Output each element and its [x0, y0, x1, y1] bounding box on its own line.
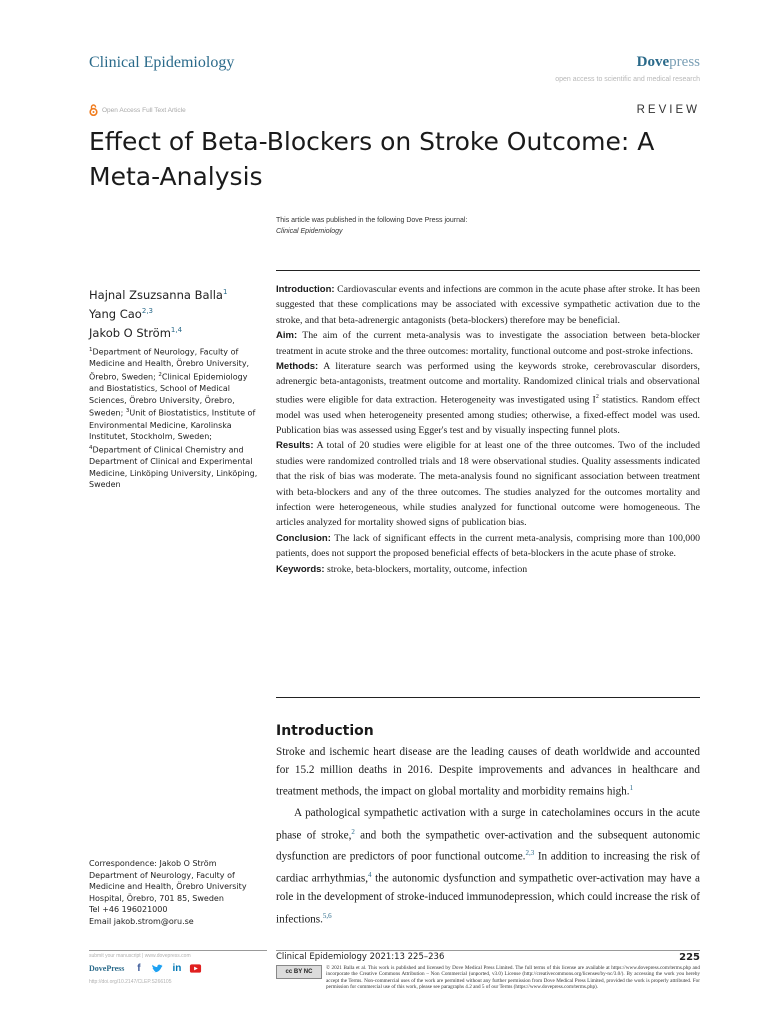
- author-name: Yang Cao: [89, 306, 142, 321]
- abstract-keywords-text: stroke, beta-blockers, mortality, outcome, infection: [324, 563, 528, 575]
- open-access-row: [89, 104, 186, 116]
- correspondence-line: Department of Neurology, Faculty of: [89, 870, 235, 880]
- twitter-icon[interactable]: [151, 962, 164, 975]
- introduction-text: the autonomic dysfunction and sympathetic over-activation may have a role in the development of stroke-induced immunodepression, which could increase the risk of infections.: [276, 873, 700, 926]
- creative-commons-icon[interactable]: [276, 965, 322, 979]
- abstract-methods-text: A literature search was performed using the keywords stroke, cerebrovascular disorders, adrenergic beta-antagonists, treatment outcome and mortality. Randomized clinical trials and observational studies were eligible for data extraction. Heterogeneity was investigated using I: [276, 361, 700, 406]
- publication-note: [276, 215, 467, 237]
- affiliation-number: 3: [125, 408, 130, 415]
- cc-badge-label: cc BY NC: [285, 969, 313, 975]
- affiliation-number: 2: [158, 371, 162, 378]
- page-number: 225: [679, 952, 700, 963]
- publication-note-journal[interactable]: Clinical Epidemiology: [276, 228, 343, 235]
- publisher-logo[interactable]: [637, 54, 700, 71]
- publisher-bold: Dove: [636, 54, 670, 70]
- correspondence-line: Correspondence: Jakob O Ström: [89, 859, 217, 868]
- affiliation-text: Department of Clinical Chemistry and Department of Clinical and Experimental Medicine, Linköping University, Linköping, Sweden: [89, 445, 258, 490]
- open-access-lock-icon: [89, 104, 98, 116]
- article-title: [89, 124, 709, 194]
- journal-name[interactable]: Clinical Epidemiology: [89, 54, 235, 71]
- abstract-results-label: Results:: [276, 440, 314, 452]
- correspondence-line: Tel +46 196021000: [89, 905, 168, 915]
- abstract-aim-label: Aim:: [276, 330, 298, 342]
- footer-brand[interactable]: DovePress: [89, 964, 125, 973]
- affiliation-number: 1: [89, 347, 93, 353]
- doi-link[interactable]: http://doi.org/10.2147/CLEP.S266105: [89, 979, 172, 985]
- abstract-keywords-label: Keywords:: [276, 563, 325, 575]
- abstract: [276, 282, 700, 577]
- author[interactable]: [89, 322, 227, 341]
- social-links: [132, 962, 202, 975]
- author-affiliation-ref: 1: [222, 288, 228, 296]
- citation-ref[interactable]: 5,6: [322, 911, 332, 920]
- submit-manuscript-link[interactable]: submit your manuscript | www.dovepress.com: [89, 953, 191, 959]
- author-name: Jakob O Ström: [89, 325, 171, 340]
- abstract-aim: [276, 328, 700, 359]
- author[interactable]: [89, 303, 227, 322]
- footer-citation: Clinical Epidemiology 2021:13 225–236: [276, 952, 445, 962]
- abstract-methods-text-cont: statistics. Random effect model was used when heterogeneity presented among studies; otherwise, a fixed-effect model was used. Publication bias was assessed using Egger's test and by visually inspecting funnel plots.: [276, 394, 700, 436]
- affiliations: [89, 345, 265, 491]
- introduction-text: A pathological sympathetic activation with a surge in catecholamines occurs in the acute phase of stroke,: [276, 807, 700, 842]
- article-type: REVIEW: [636, 104, 700, 116]
- title-line-1: Effect of Beta-Blockers on Stroke Outcome: A: [89, 127, 655, 156]
- publisher-tagline: open access to scientific and medical research: [555, 76, 700, 83]
- license-text: © 2021 Balla et al. This work is published and licensed by Dove Medical Press Limited. The full terms of this license are available at https://www.dovepress.com/terms.php and incorporate the Creative Commons Attribution – Non Commercial (unported, v3.0) License (http://creativecommons.org/licenses/by-nc/3.0/). By accessing the work you hereby accept the Terms. Non-commercial uses of the work are permitted without any further permission from Dove Medical Press Limited, provided the work is properly attributed. For permission for commercial use of this work, please see paragraphs 4.2 and 5 of our Terms (https://www.dovepress.com/terms.php).: [326, 965, 700, 991]
- correspondence-email[interactable]: Email jakob.strom@oru.se: [89, 916, 194, 926]
- abstract-results-text: A total of 20 studies were eligible for at least one of the three outcomes. Two of the included studies were randomized controlled trials and 18 were observational studies. Quality assessments indicated that the risk of bias was moderate. The meta-analysis found no significant association between treatment with beta-blockers and any of the three outcomes. The studies analyzed for the outcomes mortality and infection were heterogeneous, while studies analyzed for functional outcome were homogeneous. The articles analyzed for mortality showed signs of publication bias.: [276, 440, 700, 529]
- abstract-methods-label: Methods:: [276, 361, 319, 373]
- author-affiliation-ref: 1,4: [170, 325, 183, 334]
- affiliation-text: Department of Neurology, Faculty of Medicine and Health, Örebro University, Örebro, Sweden;: [89, 347, 250, 382]
- citation-ref[interactable]: 1: [629, 784, 634, 793]
- abstract-results: [276, 438, 700, 530]
- publisher-light: press: [669, 54, 700, 70]
- author-affiliation-ref: 2,3: [141, 306, 153, 315]
- license-block: [276, 965, 700, 991]
- abstract-top-rule: [276, 270, 700, 271]
- affiliation-number: 4: [89, 444, 93, 451]
- abstract-aim-text: The aim of the current meta-analysis was to investigate the association between beta-blocker treatment in acute stroke and the three outcomes: mortality, functional outcome and post-stroke infections.: [276, 330, 700, 357]
- publication-note-line: This article was published in the following Dove Press journal:: [276, 217, 468, 224]
- linkedin-icon[interactable]: in: [172, 963, 182, 974]
- author-list: [89, 284, 227, 340]
- youtube-icon[interactable]: [189, 962, 202, 975]
- citation-ref[interactable]: 4: [368, 871, 372, 880]
- footer-rule-right: [276, 950, 700, 951]
- section-heading-introduction: Introduction: [276, 723, 374, 739]
- introduction-paragraph: [276, 804, 700, 928]
- introduction-body: [276, 743, 700, 929]
- abstract-methods-sup: 2: [595, 393, 599, 400]
- facebook-icon[interactable]: f: [137, 963, 141, 974]
- affiliation-text: Clinical Epidemiology and Biostatistics, School of Medical Sciences, Örebro University, Örebro, Sweden;: [89, 372, 248, 418]
- introduction-text: Stroke and ischemic heart disease are the leading causes of death worldwide and accounted for 15.2 million deaths in 2016. Despite improvements and advances in healthcare and treatment methods, the impact on global mortality and morbidity remains high.: [276, 746, 700, 799]
- correspondence-line: Hospital, Örebro, 701 85, Sweden: [89, 893, 224, 903]
- abstract-conclusion: [276, 531, 700, 562]
- introduction-text: and both the sympathetic over-activation and the subsequent autonomic dysfunction are predictors of poor functional outcome.: [276, 829, 700, 864]
- abstract-introduction: [276, 282, 700, 328]
- abstract-introduction-text: Cardiovascular events and infections are common in the acute phase after stroke. It has been suggested that these complications may be associated with excessive sympathetic activation due to the stroke, and that beta-adrenergic antagonists (beta-blockers) therefore may be beneficial.: [276, 284, 700, 326]
- abstract-keywords: [276, 562, 700, 577]
- introduction-text: In addition to increasing the risk of cardiac arrhythmias,: [276, 851, 700, 886]
- author[interactable]: [89, 284, 227, 303]
- title-line-2: Meta-Analysis: [89, 162, 263, 191]
- abstract-introduction-label: Introduction:: [276, 284, 335, 295]
- citation-ref[interactable]: 2: [351, 827, 355, 836]
- abstract-conclusion-label: Conclusion:: [276, 532, 331, 544]
- citation-ref[interactable]: 2,3: [525, 849, 535, 858]
- introduction-paragraph: [276, 743, 700, 801]
- author-name: Hajnal Zsuzsanna Balla: [89, 287, 223, 302]
- footer-branding: [89, 962, 202, 975]
- abstract-methods: [276, 359, 700, 438]
- abstract-conclusion-text: The lack of significant effects in the current meta-analysis, comprising more than 100,000 patients, does not support the proposed beneficial effects of beta-blockers in the acute phase of stroke.: [276, 532, 700, 560]
- footer-rule-left: [89, 950, 267, 951]
- abstract-bottom-rule: [276, 697, 700, 698]
- correspondence: [89, 858, 269, 928]
- open-access-label: Open Access Full Text Article: [102, 106, 186, 114]
- affiliation-text: Unit of Biostatistics, Institute of Environmental Medicine, Karolinska Institutet, Stockholm, Sweden;: [89, 408, 256, 442]
- correspondence-line: Medicine and Health, Örebro University: [89, 882, 247, 892]
